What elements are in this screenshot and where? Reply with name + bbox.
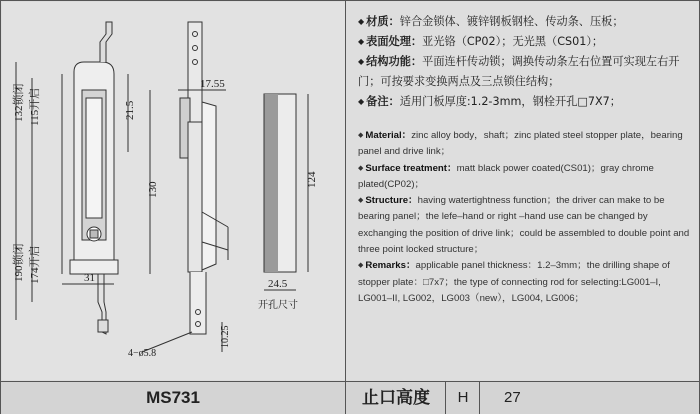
dim-190-locked: 190锁闭 — [13, 243, 25, 282]
chinese-specs — [358, 12, 690, 112]
en-spec-label: Remarks — [365, 260, 406, 272]
dim-130: 130 — [147, 181, 159, 198]
model-number: MS731 — [146, 388, 200, 407]
en-spec-material — [358, 128, 690, 161]
cn-spec-separator: ： — [388, 95, 400, 108]
dim-holes: 4−ø5.8 — [128, 348, 157, 359]
dim-17-55: 17.55 — [200, 78, 225, 90]
dim-10-25: 10.25 — [220, 325, 231, 348]
bullet-icon: ◆ — [358, 197, 364, 205]
dim-124: 124 — [306, 171, 318, 188]
cn-spec-separator: ： — [410, 55, 423, 68]
cn-spec-separator: ： — [388, 15, 400, 28]
bullet-icon: ◆ — [358, 97, 365, 106]
cn-spec-label: 材质 — [366, 15, 389, 28]
bullet-icon: ◆ — [358, 17, 365, 26]
en-spec-separator: ： — [446, 162, 457, 174]
bullet-icon: ◆ — [358, 164, 364, 172]
bullet-icon: ◆ — [358, 262, 364, 270]
dim-115-open: 115开启 — [29, 87, 41, 126]
cn-spec-label: 结构功能 — [366, 55, 411, 68]
cn-spec-label: 备注 — [366, 95, 389, 108]
rebate-height-label: 止口高度 — [345, 382, 446, 414]
en-spec-text: matt black power coated(CS01)；gray chrome plated(CP02)； — [358, 162, 654, 190]
english-specs — [358, 128, 690, 307]
cn-spec-material — [358, 12, 690, 32]
cn-spec-surface — [358, 32, 690, 52]
lock-technical-drawing — [2, 2, 345, 380]
en-spec-separator: ： — [401, 130, 412, 141]
cn-spec-text: 锌合金锁体、镀锌钢板钢栓、传动条、压板； — [399, 15, 624, 28]
bullet-icon: ◆ — [358, 57, 365, 66]
specification-panel — [346, 2, 698, 380]
footer-bar — [1, 381, 699, 414]
en-spec-text: applicable panel thickness：1.2–3mm；the drilling shape of stopper plate：□7x7；the type of connecting rod for selecting:LG001–I, LG001–II, LG002，LG003（new），LG004, LG006； — [358, 260, 670, 304]
bullet-icon: ◆ — [358, 37, 365, 46]
rebate-height-symbol: H — [445, 382, 480, 414]
dim-21-5: 21.5 — [124, 100, 136, 120]
cn-spec-text: 适用门板厚度:1.2-3mm，钢栓开孔□7X7； — [399, 95, 621, 108]
en-spec-surface — [358, 161, 690, 194]
en-spec-label: Structure — [365, 195, 409, 207]
en-spec-separator: ： — [405, 260, 416, 272]
cutout-label: 开孔尺寸 — [258, 300, 298, 311]
cn-spec-separator: ： — [410, 35, 423, 48]
en-spec-structure — [358, 193, 690, 258]
technical-drawing-panel — [2, 2, 345, 380]
cn-spec-label: 表面处理 — [366, 35, 411, 48]
en-spec-label: Material — [365, 130, 402, 141]
en-spec-text: having watertightness function；the driver can make to be bearing panel；the lefe–hand or right –hand use can be changed by exchanging the position of drive link；could be assembled to double point and three point locked structure； — [358, 195, 690, 256]
cn-spec-text: 平面连杆传动锁；调换传动条左右位置可实现左右开门；可按要求变换两点及三点锁住结构； — [358, 55, 680, 88]
dim-174-open: 174开启 — [29, 245, 41, 284]
cn-spec-text: 亚光铬（CP02）；无光黑（CS01）； — [422, 35, 604, 48]
dim-31: 31 — [84, 272, 95, 284]
dim-132-locked: 132锁闭 — [13, 83, 25, 122]
en-spec-text: zinc alloy body，shaft；zinc plated steel stopper plate，bearing panel and drive link； — [358, 130, 683, 158]
bullet-icon: ◆ — [358, 132, 364, 139]
dim-24-5: 24.5 — [268, 278, 288, 290]
en-spec-remarks — [358, 258, 690, 307]
rebate-height-value: 27 — [479, 382, 699, 414]
cn-spec-structure — [358, 52, 690, 92]
en-spec-separator: ： — [408, 195, 418, 207]
cn-spec-remarks — [358, 92, 690, 112]
en-spec-label: Surface treatment — [365, 162, 447, 174]
